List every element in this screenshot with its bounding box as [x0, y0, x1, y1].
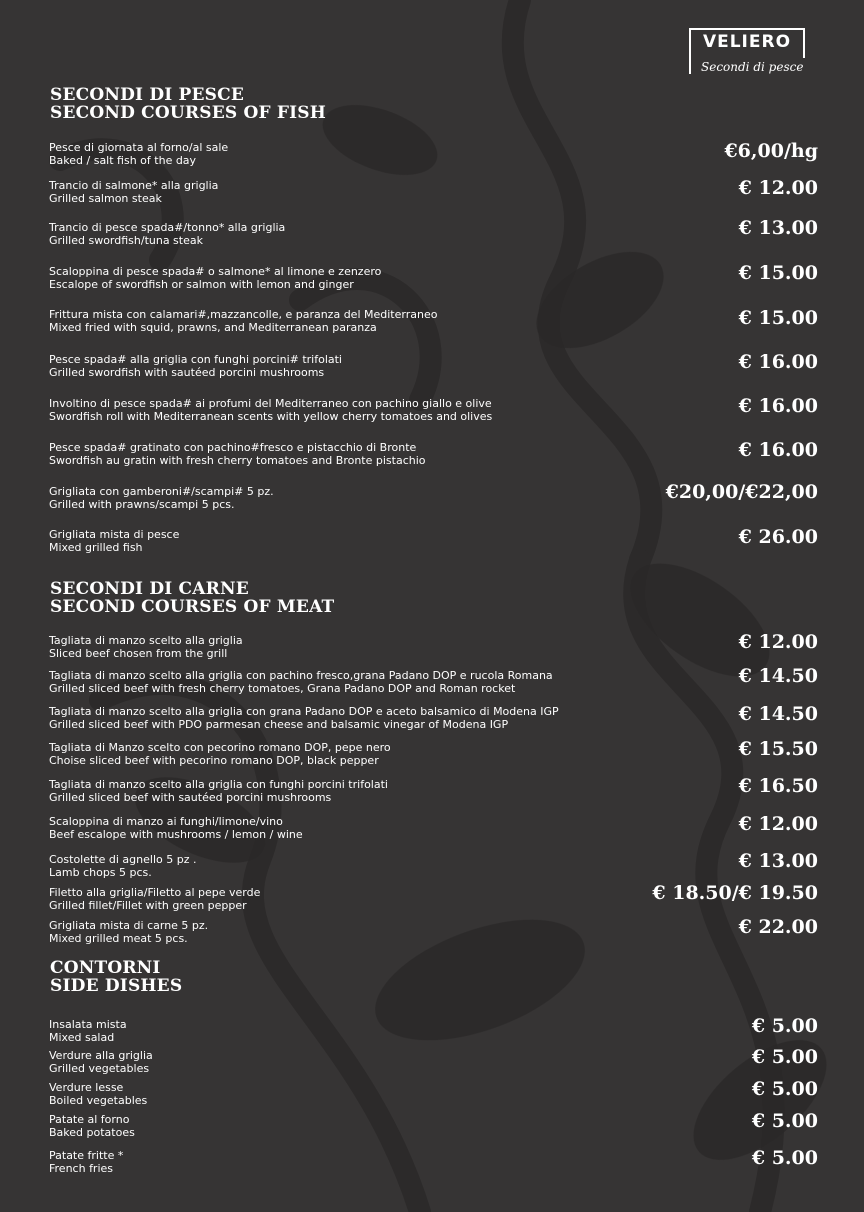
menu-item — [49, 886, 689, 912]
item-name-it: Tagliata di manzo scelto alla griglia — [49, 634, 243, 647]
menu-item — [49, 528, 689, 554]
item-price: € 14.50 — [738, 665, 818, 687]
item-name-en: Grilled fillet/Fillet with green pepper — [49, 899, 247, 912]
menu-item — [49, 669, 689, 695]
item-name-en: Mixed grilled meat 5 pcs. — [49, 932, 188, 945]
section-title-en: SECOND COURSES OF FISH — [50, 103, 327, 123]
item-name-en: Boiled vegetables — [49, 1094, 148, 1107]
item-price: € 5.00 — [751, 1110, 818, 1132]
menu-item — [49, 853, 689, 879]
item-name-it: Pesce di giornata al forno/al sale — [49, 141, 229, 154]
item-price: €6,00/hg — [724, 140, 818, 162]
menu-item — [49, 741, 689, 767]
item-name-en: Swordfish au gratin with fresh cherry tomatoes and Bronte pistachio — [49, 454, 426, 467]
item-name-it: Pesce spada# gratinato con pachino#fresco e pistacchio di Bronte — [49, 441, 417, 454]
menu-item — [49, 179, 689, 205]
item-name-it: Grigliata mista di carne 5 pz. — [49, 919, 209, 932]
menu-item — [49, 634, 689, 660]
item-name-en: Swordfish roll with Mediterranean scents with yellow cherry tomatoes and olives — [49, 410, 493, 423]
item-name-it: Insalata mista — [49, 1018, 127, 1031]
menu-item — [49, 265, 689, 291]
section-title-it: CONTORNI — [50, 958, 161, 978]
item-price: € 5.00 — [751, 1015, 818, 1037]
item-price: € 15.50 — [738, 738, 818, 760]
item-price: € 15.00 — [738, 307, 818, 329]
item-name-en: Lamb chops 5 pcs. — [49, 866, 152, 879]
logo-frame-line — [689, 58, 691, 74]
item-name-en: Baked / salt fish of the day — [49, 154, 197, 167]
section-title-meat — [50, 580, 334, 616]
item-name-it: Grigliata mista di pesce — [49, 528, 180, 541]
item-name-it: Involtino di pesce spada# ai profumi del Mediterraneo con pachino giallo e olive — [49, 397, 492, 410]
item-name-en: Grilled with prawns/scampi 5 pcs. — [49, 498, 235, 511]
item-name-it: Scaloppina di pesce spada# o salmone* al limone e zenzero — [49, 265, 382, 278]
menu-item — [49, 705, 689, 731]
item-price: € 5.00 — [751, 1078, 818, 1100]
item-name-en: Grilled swordfish/tuna steak — [49, 234, 203, 247]
section-title-en: SECOND COURSES OF MEAT — [50, 597, 335, 617]
item-price: € 12.00 — [738, 631, 818, 653]
item-name-it: Scaloppina di manzo ai funghi/limone/vino — [49, 815, 283, 828]
item-name-en: Beef escalope with mushrooms / lemon / wine — [49, 828, 303, 841]
item-name-en: Mixed grilled fish — [49, 541, 143, 554]
menu-item — [49, 919, 689, 945]
item-name-en: Grilled salmon steak — [49, 192, 162, 205]
item-price: € 16.50 — [738, 775, 818, 797]
menu-item — [49, 221, 689, 247]
item-name-it: Tagliata di manzo scelto alla griglia con grana Padano DOP e aceto balsamico di Modena IGP — [49, 705, 559, 718]
menu-item — [49, 141, 689, 167]
item-price: €20,00/€22,00 — [665, 481, 818, 503]
item-name-it: Costolette di agnello 5 pz . — [49, 853, 197, 866]
item-name-en: Grilled swordfish with sautéed porcini mushrooms — [49, 366, 325, 379]
menu-item — [49, 485, 689, 511]
menu-item — [49, 353, 689, 379]
item-name-en: Grilled sliced beef with fresh cherry tomatoes, Grana Padano DOP and Roman rocket — [49, 682, 516, 695]
item-name-en: Grilled sliced beef with sautéed porcini mushrooms — [49, 791, 332, 804]
item-price: € 12.00 — [738, 813, 818, 835]
item-name-it: Trancio di salmone* alla griglia — [49, 179, 219, 192]
section-title-it: SECONDI DI PESCE — [50, 85, 245, 105]
item-name-it: Pesce spada# alla griglia con funghi porcini# trifolati — [49, 353, 342, 366]
item-name-it: Verdure lesse — [49, 1081, 124, 1094]
item-name-it: Tagliata di Manzo scelto con pecorino romano DOP, pepe nero — [49, 741, 391, 754]
section-title-fish — [50, 86, 326, 122]
item-price: € 26.00 — [738, 526, 818, 548]
item-price: € 14.50 — [738, 703, 818, 725]
menu-item — [49, 1149, 689, 1175]
logo-name: VELIERO — [702, 32, 792, 52]
item-price: € 18.50/€ 19.50 — [652, 882, 818, 904]
item-name-en: Escalope of swordfish or salmon with lemon and ginger — [49, 278, 354, 291]
menu-item — [49, 815, 689, 841]
item-price: € 16.00 — [738, 439, 818, 461]
item-name-it: Tagliata di manzo scelto alla griglia con pachino fresco,grana Padano DOP e rucola Romana — [49, 669, 553, 682]
item-price: € 15.00 — [738, 262, 818, 284]
menu-item — [49, 1018, 689, 1044]
menu-item — [49, 778, 689, 804]
item-name-en: Grilled sliced beef with PDO parmesan cheese and balsamic vinegar of Modena IGP — [49, 718, 509, 731]
item-name-en: Choise sliced beef with pecorino romano DOP, black pepper — [49, 754, 379, 767]
item-name-it: Patate al forno — [49, 1113, 130, 1126]
menu-item — [49, 308, 689, 334]
item-name-it: Trancio di pesce spada#/tonno* alla griglia — [49, 221, 286, 234]
item-name-it: Tagliata di manzo scelto alla griglia con funghi porcini trifolati — [49, 778, 388, 791]
menu-item — [49, 397, 689, 423]
item-name-en: Baked potatoes — [49, 1126, 135, 1139]
veliero-logo — [689, 28, 807, 76]
item-price: € 22.00 — [738, 916, 818, 938]
item-name-en: Sliced beef chosen from the grill — [49, 647, 228, 660]
item-name-it: Verdure alla griglia — [49, 1049, 153, 1062]
item-name-en: Grilled vegetables — [49, 1062, 150, 1075]
item-price: € 5.00 — [751, 1147, 818, 1169]
item-price: € 12.00 — [738, 177, 818, 199]
item-price: € 5.00 — [751, 1046, 818, 1068]
section-title-en: SIDE DISHES — [50, 976, 183, 996]
item-name-en: Mixed salad — [49, 1031, 115, 1044]
logo-subtitle: Secondi di pesce — [701, 60, 804, 74]
item-name-en: French fries — [49, 1162, 114, 1175]
item-price: € 13.00 — [738, 217, 818, 239]
item-name-it: Patate fritte * — [49, 1149, 124, 1162]
item-price: € 16.00 — [738, 395, 818, 417]
menu-item — [49, 1049, 689, 1075]
item-name-it: Frittura mista con calamari#,mazzancolle, e paranza del Mediterraneo — [49, 308, 438, 321]
item-name-it: Grigliata con gamberoni#/scampi# 5 pz. — [49, 485, 274, 498]
item-price: € 13.00 — [738, 850, 818, 872]
item-price: € 16.00 — [738, 351, 818, 373]
item-name-it: Filetto alla griglia/Filetto al pepe verde — [49, 886, 261, 899]
section-title-it: SECONDI DI CARNE — [50, 579, 249, 599]
menu-item — [49, 1081, 689, 1107]
section-title-sides — [50, 959, 182, 995]
item-name-en: Mixed fried with squid, prawns, and Mediterranean paranza — [49, 321, 377, 334]
menu-item — [49, 1113, 689, 1139]
menu-item — [49, 441, 689, 467]
